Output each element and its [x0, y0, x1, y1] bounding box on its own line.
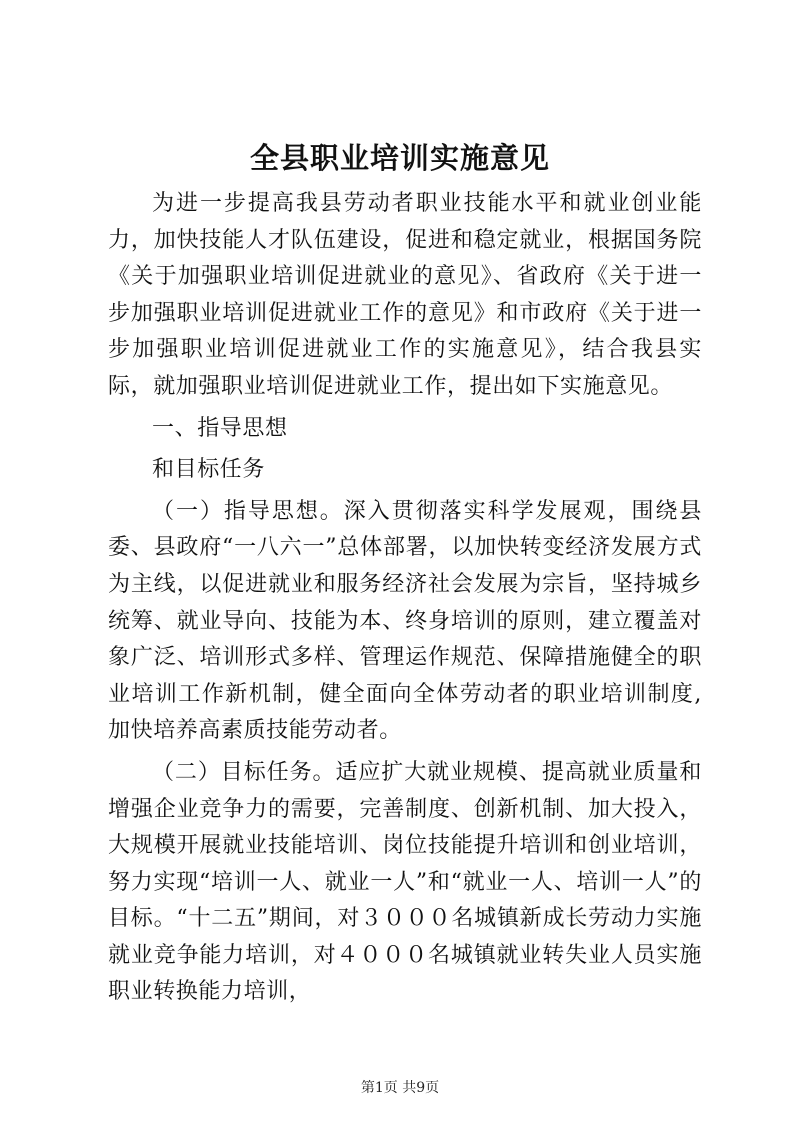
intro-paragraph: 为进一步提高我县劳动者职业技能水平和就业创业能力，加快技能人才队伍建设，促进和稳定就业，根据国务院《关于加强职业培训促进就业的意见》、省政府《关于进一步加强职业培训促进就业工作的意见》和市政府《关于进一步加强职业培训促进就业工作的实施意见》，结合我县实际，就加强职业培训促进就业工作，提出如下实施意见。: [108, 191, 702, 399]
document-title: 全县职业培训实施意见: [249, 141, 550, 175]
page-footer: 第1页 共9页: [360, 1080, 440, 1096]
section-heading-continued: 和目标任务: [152, 457, 266, 483]
section-heading: 一、指导思想: [152, 415, 288, 441]
target-task-paragraph: （二）目标任务。适应扩大就业规模、提高就业质量和增强企业竞争力的需要，完善制度、创新机制、加大投入，大规模开展就业技能培训、岗位技能提升培训和创业培训，努力实现“培训一人、就业一人”和“就业一人、培训一人”的目标。“十二五”期间，对３０００名城镇新成长劳动力实施就业竞争能力培训，对４０００名城镇就业转失业人员实施职业转换能力培训，: [108, 759, 702, 1005]
guiding-ideology-paragraph: （一）指导思想。深入贯彻落实科学发展观，围绕县委、县政府“一八六一”总体部署，以加快转变经济发展方式为主线，以促进就业和服务经济社会发展为宗旨，坚持城乡统筹、就业导向、技能为本、终身培训的原则，建立覆盖对象广泛、培训形式多样、管理运作规范、保障措施健全的职业培训工作新机制，健全面向全体劳动者的职业培训制度,加快培养高素质技能劳动者。: [108, 498, 702, 744]
document-body: [108, 186, 702, 1011]
